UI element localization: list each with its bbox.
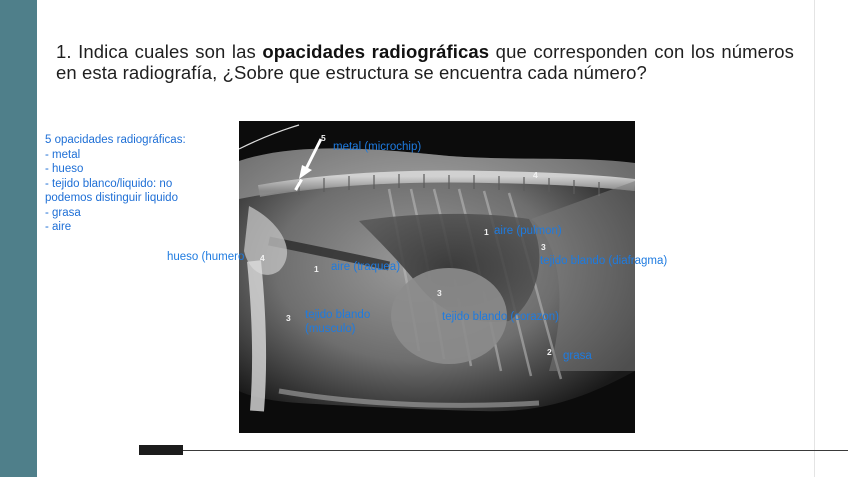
annotation-grasa: grasa [563, 350, 592, 362]
annotation-tejido-diafragma: tejido blando (diafragma) [540, 255, 668, 267]
annotation-aire-traquea: aire (traquea) [331, 261, 401, 273]
annotation-aire-pulmon: aire (pulmon) [494, 225, 562, 237]
marker-number-3: 3 [286, 313, 291, 323]
marker-number-1: 1 [484, 227, 489, 237]
annotation-tejido-musculo: tejido blando [305, 309, 371, 321]
annotation-tejido-musculo-2: (musculo) [305, 323, 356, 335]
opacity-list-item: - aire [45, 221, 72, 233]
radiograph-image [239, 121, 635, 433]
radiograph-drawing [239, 121, 635, 433]
marker-number-4: 4 [533, 170, 538, 180]
opacity-list-item: podemos distinguir liquido [45, 192, 178, 204]
question-text [56, 41, 794, 83]
annotation-tejido-corazon: tejido blando (corazon) [442, 311, 559, 323]
annotation-hueso: hueso (humero [167, 251, 245, 263]
opacity-list-item: - metal [45, 148, 81, 161]
marker-number-4: 4 [260, 253, 265, 263]
opacity-list [45, 133, 225, 235]
marker-number-2: 2 [547, 347, 552, 357]
annotation-metal: metal (microchip) [333, 141, 422, 153]
footer-accent-bar [139, 445, 183, 455]
marker-number-5: 5 [321, 133, 326, 143]
question-bold-term: opacidades radiográficas [262, 41, 490, 62]
left-accent-band [0, 0, 37, 477]
right-margin-rule [814, 0, 815, 477]
opacity-list-item: - hueso [45, 163, 84, 175]
opacity-list-title: 5 opacidades radiográficas: [45, 134, 186, 146]
question-prefix: 1. Indica cuales son las [56, 41, 263, 62]
marker-number-3: 3 [437, 288, 442, 298]
footer-divider [183, 450, 848, 451]
marker-number-1: 1 [314, 264, 319, 274]
opacity-list-item: - tejido blanco/liquido: no [45, 177, 173, 190]
opacity-list-item: - grasa [45, 206, 81, 219]
question-suffix: que corresponden con los números en esta radiografía, ¿Sobre que estructura se encuentra cada número? [56, 41, 795, 83]
marker-number-3: 3 [541, 242, 546, 252]
